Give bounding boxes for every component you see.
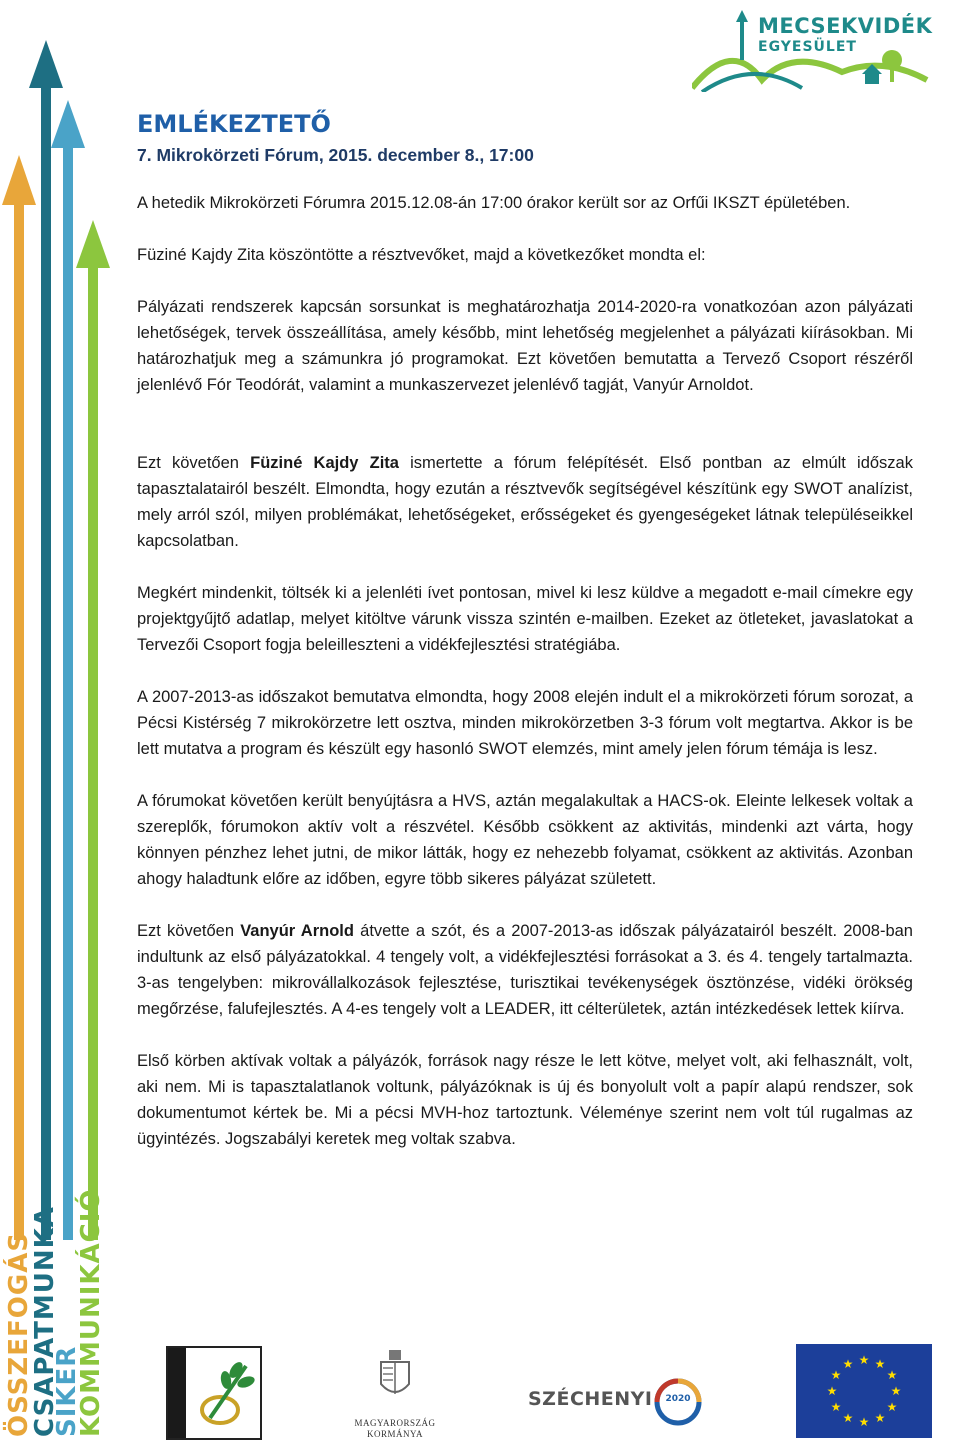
paragraph-5: Megkért mindenkit, töltsék ki a jelenléti ívet pontosan, mivel ki lesz küldve a megadott e-mail címekre egy projektgyűjtő adatlap, melyet kitöltve várunk vissza szintén e-mailben. Ezeket az ötleteket, javaslatokat a Tervezői Csoport fogja beleilleszteni a vidékfejlesztési stratégiába. (137, 584, 913, 654)
svg-text:★: ★ (886, 1400, 898, 1414)
p8-name: Vanyúr Arnold (240, 922, 354, 940)
hungary-caption (350, 1418, 440, 1440)
word-osszefogas: ÖSSZEFOGÁS (4, 1231, 34, 1437)
footer-logos (0, 1340, 960, 1445)
szechenyi-text: SZÉCHENYI (528, 1388, 653, 1410)
word-siker: SIKER (52, 1345, 82, 1437)
leader-text: LEADER (156, 1383, 169, 1432)
svg-text:★: ★ (842, 1411, 854, 1425)
svg-text:★: ★ (830, 1368, 842, 1382)
hungary-line-1: MAGYARORSZÁG (354, 1418, 436, 1428)
paragraph-9: Első körben aktívak voltak a pályázók, források nagy része le lett kötve, melyet volt, aki felhasznált, volt, aki nem. Mi is tapasztalatlanok voltunk, pályázóknak is új és bonyolult volt a papír alapú rendszer, sok dokumentumot kértek be. Mi a pécsi MVH-hoz tartoztunk. Véleménye szerint nem volt túl rugalmas az ügyintézés. Jogszabályi keretek meg voltak szabva. (137, 1052, 913, 1148)
logo-title: MECSEKVIDÉK (758, 14, 933, 38)
p8-post: átvette a szót, és a 2007-2013-as időszak pályázatairól beszélt. 2008-ban indultunk az első pályázatokkal. 4 tengely volt, a vidékfejlesztési forrásokat a 3. és 4. tengely tartalmazta. 3-as tengelyben: mikrovállalkozások fejlesztése, turisztikai tevékenységek ösztönzése, vidéki örökség megőrzése, falufejlesztés. A 4-es tengely volt a LEADER, itt célterületek, aztán intézkedések lettek kiírva. (137, 922, 913, 1018)
paragraph-4 (137, 450, 913, 554)
logo-subtitle: EGYESÜLET (758, 39, 857, 55)
svg-text:★: ★ (826, 1384, 838, 1398)
eu-flag (796, 1344, 932, 1438)
svg-text:★: ★ (874, 1357, 886, 1371)
leaf-icon (186, 1348, 262, 1438)
mecsekvidek-logo (692, 8, 932, 92)
svg-text:★: ★ (886, 1368, 898, 1382)
document-body (137, 108, 913, 1178)
paragraph-2: Füziné Kajdy Zita köszöntötte a résztvevőket, majd a következőket mondta el: (137, 246, 706, 264)
svg-text:★: ★ (890, 1384, 902, 1398)
svg-text:★: ★ (858, 1415, 870, 1429)
p8-pre: Ezt követően (137, 922, 241, 940)
hungarian-government-logo (350, 1348, 440, 1440)
leader-band (168, 1348, 186, 1438)
leader-logo (156, 1346, 262, 1440)
svg-text:★: ★ (874, 1411, 886, 1425)
svg-text:★: ★ (830, 1400, 842, 1414)
coat-of-arms-icon (375, 1348, 415, 1404)
p4-post: ismertette a fórum felépítését. Első pontban az elmúlt időszak tapasztalatairól beszélt. Elmondta, hogy ezután a résztvevők segítségével készítünk egy SWOT analízist, mely arról szól, milyen problémákat, lehetőségeket, erősségeket és gyengeségeket látnak településeikkel kapcsolatban. (137, 454, 913, 550)
szechenyi-logo (528, 1378, 708, 1428)
svg-text:★: ★ (842, 1357, 854, 1371)
paragraph-8 (137, 918, 913, 1022)
word-csapatmunka: CSAPATMUNKA (30, 1206, 60, 1437)
document-subtitle: 7. Mikrokörzeti Fórum, 2015. december 8., 17:00 (137, 145, 534, 165)
p4-pre: Ezt követően (137, 454, 251, 472)
paragraph-7: A fórumokat követően került benyújtásra a HVS, aztán megalakultak a HACS-ok. Eleinte lelkesek voltak a szereplők, fórumokon aktív volt a részvétel. Később csökkent az aktivitás, mindenki azt várta, hogy könnyen pénzhez lehet jutni, de mikor látták, hogy ez nehezebb folyamat, csökkent az aktivitás. Azonban ahogy haladtunk előre az időben, egyre több sikeres pályázat született. (137, 792, 913, 888)
p4-name: Füziné Kajdy Zita (250, 454, 399, 472)
svg-text:★: ★ (858, 1353, 870, 1367)
hungary-line-2: KORMÁNYA (366, 1429, 423, 1439)
paragraph-6: A 2007-2013-as időszakot bemutatva elmondta, hogy 2008 elején indult el a mikrokörzeti fórum sorozat, a Pécsi Kistérség 7 mikrokörzetre lett osztva, minden mikrokörzetben 3-3 fórum volt megtartva. Akkor is be lett mutatva a program és készült egy hasonló SWOT elemzés, mint amely jelen fórum témája is lesz. (137, 688, 913, 758)
szechenyi-year: 2020 (665, 1394, 691, 1404)
side-arrows-decoration (0, 0, 110, 1445)
document-title: EMLÉKEZTETŐ (137, 110, 331, 138)
paragraph-3: Pályázati rendszerek kapcsán sorsunkat is meghatározhatja 2014-2020-ra vonatkozóan azon pályázati lehetőségek, tervek összeállítása, amely később, mint lehetőség megjelenhet a pályázati kiírásokban. Mi határozhatjuk meg a számunkra jó programokat. Ezt követően bemutatta a Tervező Csoport részéről jelenlévő Fór Teodórát, valamint a munkaszervezet jelenlévő tagját, Vanyúr Arnoldot. (137, 298, 913, 394)
paragraph-1: A hetedik Mikrokörzeti Fórumra 2015.12.08-án 17:00 órakor került sor az Orfűi IKSZT épületében. (137, 194, 851, 212)
word-kommunikacio: KOMMUNIKÁCIÓ (76, 1188, 106, 1437)
eu-stars-icon (796, 1344, 932, 1438)
